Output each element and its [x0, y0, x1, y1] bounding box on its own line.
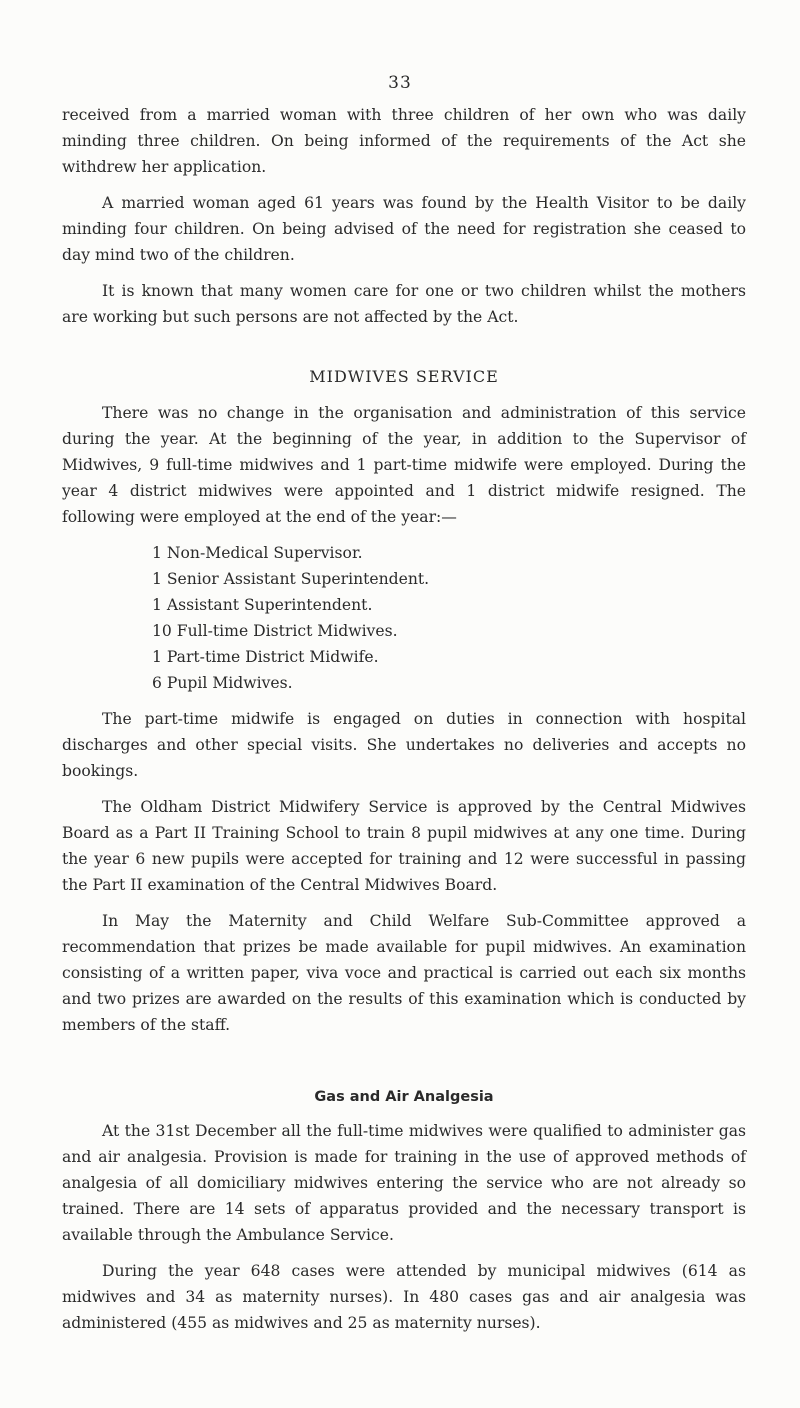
page-number: 33: [388, 73, 412, 93]
staff-list-item: 1 Senior Assistant Superintendent.: [152, 570, 430, 588]
intro-paragraph: It is known that many women care for one or two children whilst the mothers are working but such persons are not affected by the Act.: [62, 282, 746, 326]
midwives-paragraph: The Oldham District Midwifery Service is approved by the Central Midwives Board as a Part II Training School to train 8 pupil midwives at any one time. During the year 6 new pupils were accepted for training and 12 were successful in passing the Part II examination of the Central Midwives Board.: [62, 798, 746, 894]
gas-air-paragraph: During the year 648 cases were attended by municipal midwives (614 as midwives and 34 as maternity nurses). In 480 cases gas and air analgesia was administered (455 as midwives and 25 as maternity nurses).: [62, 1262, 746, 1332]
midwives-service-heading: MIDWIVES SERVICE: [309, 367, 499, 386]
midwives-paragraph: The part-time midwife is engaged on duties in connection with hospital discharges and other special visits. She undertakes no deliveries and accepts no bookings.: [62, 710, 746, 780]
gas-air-paragraph: At the 31st December all the full-time midwives were qualified to administer gas and air analgesia. Provision is made for training in the use of approved methods of analgesia of all domiciliary midwives entering the service who are not already so trained. There are 14 sets of apparatus provided and the necessary transport is available through the Ambulance Service.: [62, 1122, 746, 1244]
gas-air-analgesia-heading: Gas and Air Analgesia: [314, 1089, 494, 1105]
staff-list-item: 1 Non-Medical Supervisor.: [152, 544, 363, 562]
staff-list-item: 1 Assistant Superintendent.: [152, 596, 373, 614]
intro-paragraph: A married woman aged 61 years was found by the Health Visitor to be daily minding four children. On being advised of the need for registration she ceased to day mind two of the children.: [62, 194, 746, 264]
midwives-paragraph: In May the Maternity and Child Welfare Sub-Committee approved a recommendation that prizes be made available for pupil midwives. An examination consisting of a written paper, viva voce and practical is carried out each six months and two prizes are awarded on the results of this examination which is conducted by members of the staff.: [62, 912, 746, 1034]
midwives-paragraph: There was no change in the organisation and administration of this service during the year. At the beginning of the year, in addition to the Supervisor of Midwives, 9 full-time midwives and 1 part-time midwife were employed. During the year 4 district midwives were appointed and 1 district midwife resigned. The following were employed at the end of the year:—: [62, 404, 746, 526]
intro-paragraph-continuation: received from a married woman with three children of her own who was daily minding three children. On being informed of the requirements of the Act she withdrew her application.: [62, 106, 746, 176]
staff-list-item: 6 Pupil Midwives.: [152, 674, 293, 692]
staff-list-item: 1 Part-time District Midwife.: [152, 648, 379, 666]
staff-list: [62, 540, 746, 696]
page-content: [62, 102, 746, 1346]
staff-list-item: 10 Full-time District Midwives.: [152, 622, 398, 640]
